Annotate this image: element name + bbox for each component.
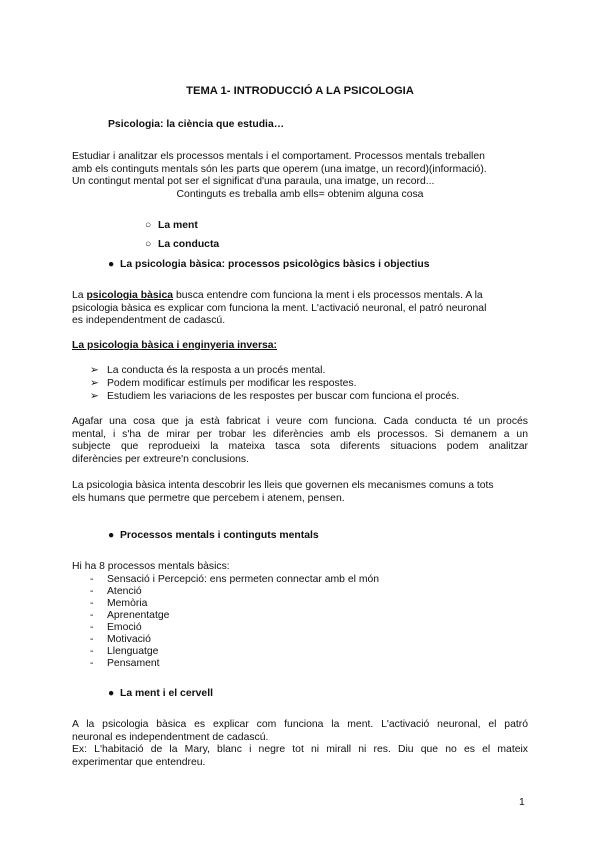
process-list-item [90,622,142,635]
dash-bullet-icon: - [90,574,94,585]
para-text: La [72,290,87,301]
para-line: A la psicologia bàsica es explicar com funciona la ment. L'activació neuronal, el patró [72,719,528,730]
para-line: diferències per extreure'n conclusions. [72,453,249,465]
process-list-item [90,634,151,647]
paragraph-enginyeria [72,416,528,466]
arrow-list-item [90,378,356,391]
para-line: subjecte que reprodueixi la mateixa tasca sota diferents situacions podem analitzar [72,441,528,453]
disc-bullet-icon: ● [108,688,115,699]
intro-line: amb els continguts mentals són les parts que operem (una imatge, un record)(informació). [72,163,487,175]
para-text: busca entendre com funciona la ment i els processos mentals. A la [173,290,483,301]
heading-enginyeria-inversa: La psicologia bàsica i enginyeria inversa: [72,340,278,351]
circle-bullet-icon: ○ [145,239,152,250]
para-line: La psicologia bàsica intenta descobrir les lleis que governen els mecanismes comuns a tots [72,480,494,491]
intro-line: Estudiar i analitzar els processos mentals i el comportament. Processos mentals treballen [72,151,485,162]
arrow-list-item [90,391,459,404]
dash-bullet-icon: - [90,646,94,657]
process-label: Atenció [107,586,142,597]
section-heading-label: Processos mentals i continguts mentals [120,530,319,541]
process-label: Llenguatge [107,646,159,657]
process-list-item [90,586,142,599]
disc-bullet-icon: ● [108,530,115,541]
sub-item-label: La ment [158,220,198,231]
paragraph-ment-cervell [72,719,528,769]
sub-item-conducta [145,239,219,252]
arrow-item-text: Estudiem les variacions de les respostes per buscar com funciona el procés. [107,391,460,402]
process-list-item [90,610,169,623]
arrow-bullet-icon: ➢ [90,365,99,376]
section-heading-label: La ment i el cervell [120,688,213,699]
intro-paragraph [72,151,528,201]
section-heading-ment-cervell [108,688,213,701]
process-label: Memòria [107,598,148,609]
page-title: TEMA 1- INTRODUCCIÓ A LA PSICOLOGIA [186,85,414,97]
paragraph-lleis [72,480,528,505]
dash-bullet-icon: - [90,586,94,597]
paragraph-psicologia-basica [72,290,528,328]
para-line: els humans que permetre que percebem i atenem, pensen. [72,492,345,504]
section-heading-psicologia-basica [108,259,430,272]
process-list-item [90,574,379,587]
subtitle: Psicologia: la ciència que estudia… [108,119,285,130]
process-label: Aprenentatge [107,610,170,621]
dash-bullet-icon: - [90,658,94,669]
arrow-bullet-icon: ➢ [90,391,99,402]
para-line: mental, i s'ha de mirar per trobar les diferències amb els processos. Si demanem a un [72,428,528,440]
process-label: Emoció [107,622,142,633]
process-list-item [90,598,147,611]
process-label: Pensament [107,658,160,669]
circle-bullet-icon: ○ [145,220,152,231]
arrow-item-text: Podem modificar estímuls per modificar les respostes. [107,378,357,389]
para-line: experimentar que entendreu. [72,756,206,768]
para-line: psicologia bàsica es explicar com funciona la ment. L'activació neuronal, el patró neuronal [72,302,487,314]
dash-bullet-icon: - [90,634,94,645]
disc-bullet-icon: ● [108,259,115,270]
dash-bullet-icon: - [90,598,94,609]
intro-line-centered: Continguts es treballa amb ells= obtenim alguna cosa [176,188,424,200]
process-label: Motivació [107,634,151,645]
arrow-bullet-icon: ➢ [90,378,99,389]
process-label: Sensació i Percepció: ens permeten connectar amb el món [107,574,380,585]
dash-bullet-icon: - [90,610,94,621]
para-line: es independentment de cadascú. [72,315,226,327]
process-list-item [90,658,160,671]
page-number: 1 [519,797,525,808]
highlighted-term: psicologia bàsica [86,290,174,301]
intro-line: Un contingut mental pot ser el significat d'una paraula, una imatge, un record... [72,176,435,188]
sub-item-label: La conducta [158,239,220,250]
section-heading-label: La psicologia bàsica: processos psicològics bàsics i objectius [120,259,430,270]
para-line: Agafar una cosa que ja està fabricat i veure com funciona. Cada conducta té un procés [72,416,528,427]
para-line: Ex: L'habitació de la Mary, blanc i negre tot ni mirall ni res. Diu que no es el mateix [72,744,528,756]
section-heading-processos [108,530,319,543]
arrow-list-item [90,365,325,378]
process-list-item [90,646,158,659]
dash-bullet-icon: - [90,622,94,633]
processes-intro: Hi ha 8 processos mentals bàsics: [72,561,230,572]
para-line: neuronal es independentment de cadascú. [72,731,269,743]
sub-item-ment [145,220,198,233]
arrow-item-text: La conducta és la resposta a un procés mental. [107,365,326,376]
